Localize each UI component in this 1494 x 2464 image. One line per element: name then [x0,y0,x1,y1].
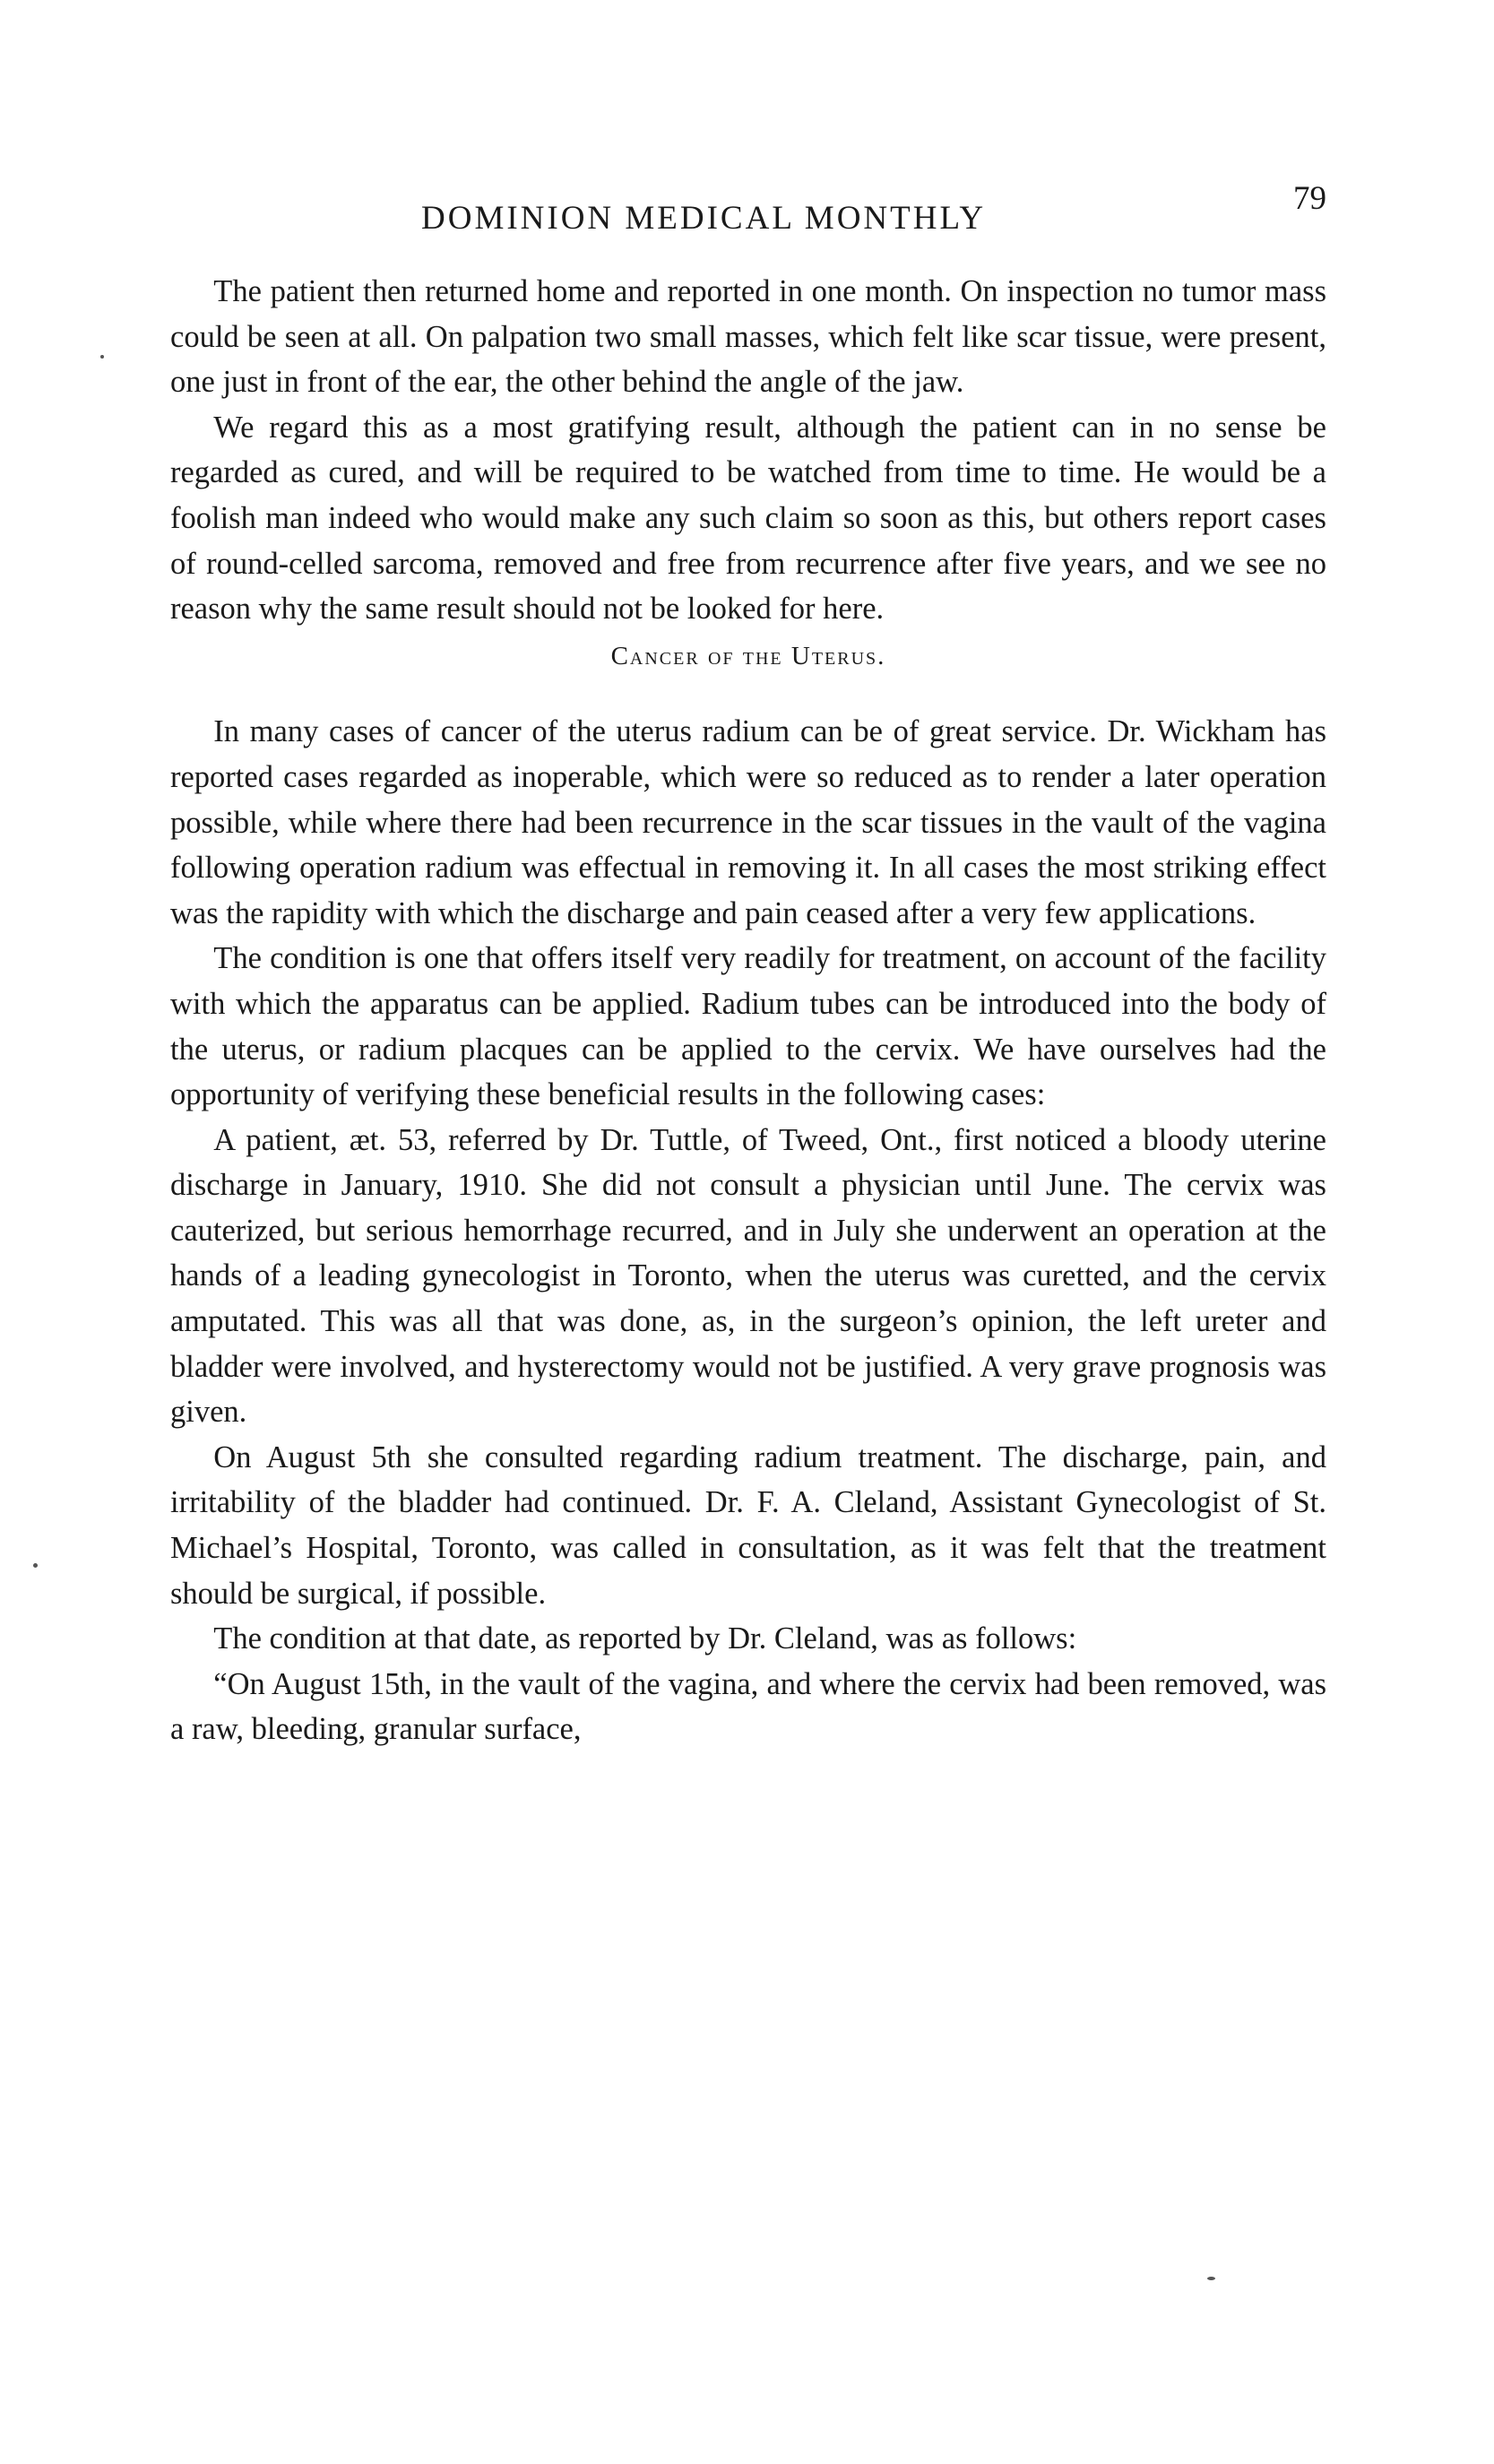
paragraph: The patient then returned home and reported in one month. On inspection no tumor mass could be seen at all. On palpation two small masses, which felt like scar tissue, were present, one just in front of the ear, the other behind the angle of the jaw. [170,274,1326,400]
scan-speck [33,1563,38,1568]
paragraph: In many cases of cancer of the uterus radium can be of great service. Dr. Wickham has reported cases regarded as inoperable, which were so reduced as to render a later operation possible, while where there had been recurrence in the scar tissues in the vault of the vagina following operation radium was effectual in removing it. In all cases the most striking effect was the rapidity with which the discharge and pain ceased after a very few applications. [170,714,1326,930]
paragraph: The condition is one that offers itself very readily for treatment, on account of the facility with which the apparatus can be applied. Radium tubes can be introduced into the body of the uterus, or radium placques can be applied to the cervix. We have ourselves had the opportunity of verifying these beneficial results in the following cases: [170,941,1326,1112]
section-heading: Cancer of the Uterus. [610,641,886,670]
scan-speck [1207,2277,1215,2280]
paragraph: “On August 15th, in the vault of the vagina, and where the cervix had been removed, was a raw, bleeding, granular surface, [170,1666,1326,1747]
article-body [170,269,1326,1752]
paragraph: The condition at that date, as reported by Dr. Cleland, was as follows: [213,1621,1077,1656]
scan-speck [100,355,104,359]
paragraph: A patient, æt. 53, referred by Dr. Tuttle, of Tweed, Ont., first noticed a bloody uterine discharge in January, 1910. She did not consult a physician until June. The cervix was cauterized, but serious hemorrhage recurred, and in July she underwent an operation at the hands of a leading gynecologist in Toronto, when the uterus was curetted, and the cervix amputated. This was all that was done, as, in the surgeon’s opinion, the left ureter and bladder were involved, and hysterectomy would not be justified. A very grave prognosis was given. [170,1122,1326,1430]
journal-title: DOMINION MEDICAL MONTHLY [421,200,987,237]
page-header [170,179,1326,242]
paragraph: We regard this as a most gratifying result, although the patient can in no sense be regarded as cured, and will be required to be watched from time to time. He would be a foolish man indeed who would make any such claim so soon as this, but others report cases of round-celled sarcoma, removed and free from recurrence after five years, and we see no reason why the same result should not be looked for here. [170,410,1326,627]
page-number: 79 [1293,180,1326,217]
paragraph: On August 5th she consulted regarding radium treatment. The discharge, pain, and irritability of the bladder had continued. Dr. F. A. Cleland, Assistant Gynecologist of St. Michael’s Hospital, Toronto, was called in consultation, as it was felt that the treatment should be surgical, if possible. [170,1439,1326,1611]
